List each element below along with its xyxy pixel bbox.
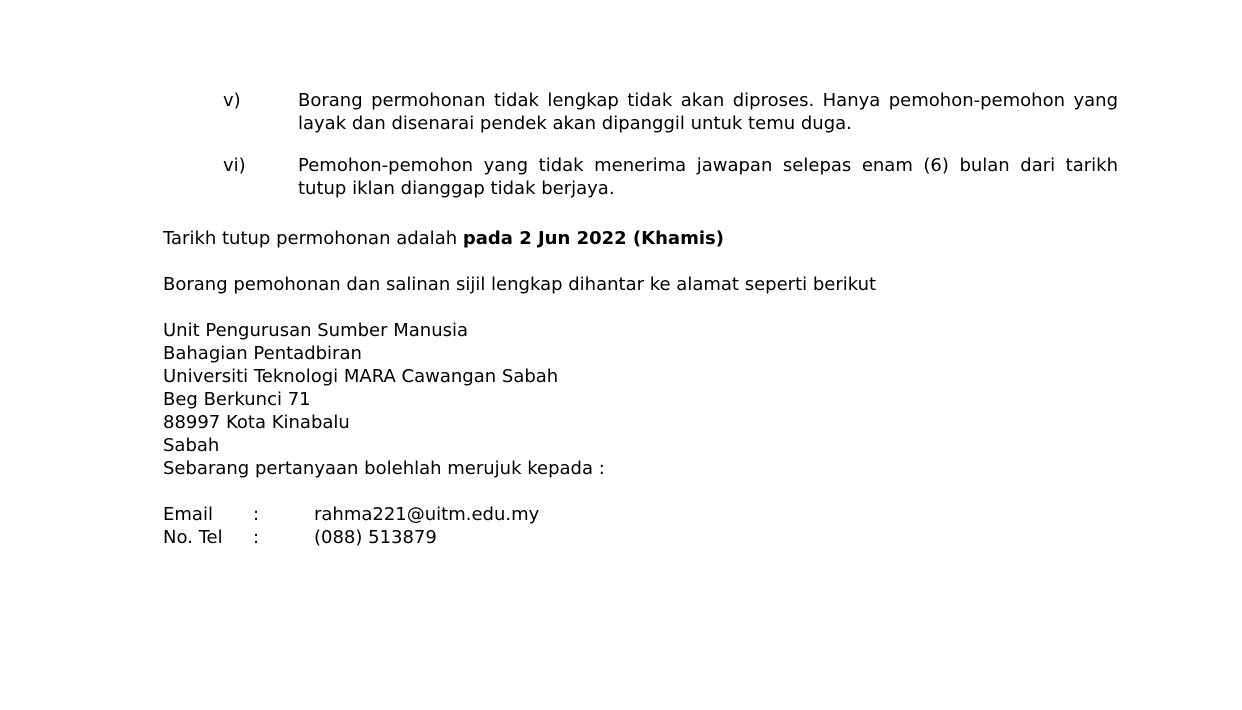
address-line: 88997 Kota Kinabalu [163,412,350,433]
note-number: v) [223,90,241,111]
address-line: Unit Pengurusan Sumber Manusia [163,320,469,341]
address-line: Beg Berkunci 71 [163,389,311,410]
note-text: Pemohon-pemohon yang tidak menerima jawapan selepas enam (6) bulan dari tarikh tutup iklan dianggap tidak berjaya. [298,155,1118,199]
closing-date-prefix: Tarikh tutup permohonan adalah [163,228,463,249]
email-value[interactable]: rahma221@uitm.edu.my [314,504,540,525]
submission-instruction: Borang pemohonan dan salinan sijil lengkap dihantar ke alamat seperti berikut [163,274,877,295]
tel-label: No. Tel [163,527,223,548]
address-line: Sabah [163,435,220,456]
closing-date-line [163,227,724,250]
address-block [163,319,605,480]
note-number: vi) [223,155,246,176]
note-text: Borang permohonan tidak lengkap tidak akan diproses. Hanya pemohon-pemohon yang layak dan disenarai pendek akan dipanggil untuk temu duga. [298,90,1118,134]
email-label: Email [163,504,213,525]
enquiry-text: Sebarang pertanyaan bolehlah merujuk kepada : [163,458,605,479]
tel-colon: : [253,527,260,548]
closing-date-value: pada 2 Jun 2022 (Khamis) [462,228,724,249]
address-line: Bahagian Pentadbiran [163,343,362,364]
tel-value: (088) 513879 [314,527,437,548]
email-colon: : [253,504,260,525]
address-line: Universiti Teknologi MARA Cawangan Sabah [163,366,559,387]
